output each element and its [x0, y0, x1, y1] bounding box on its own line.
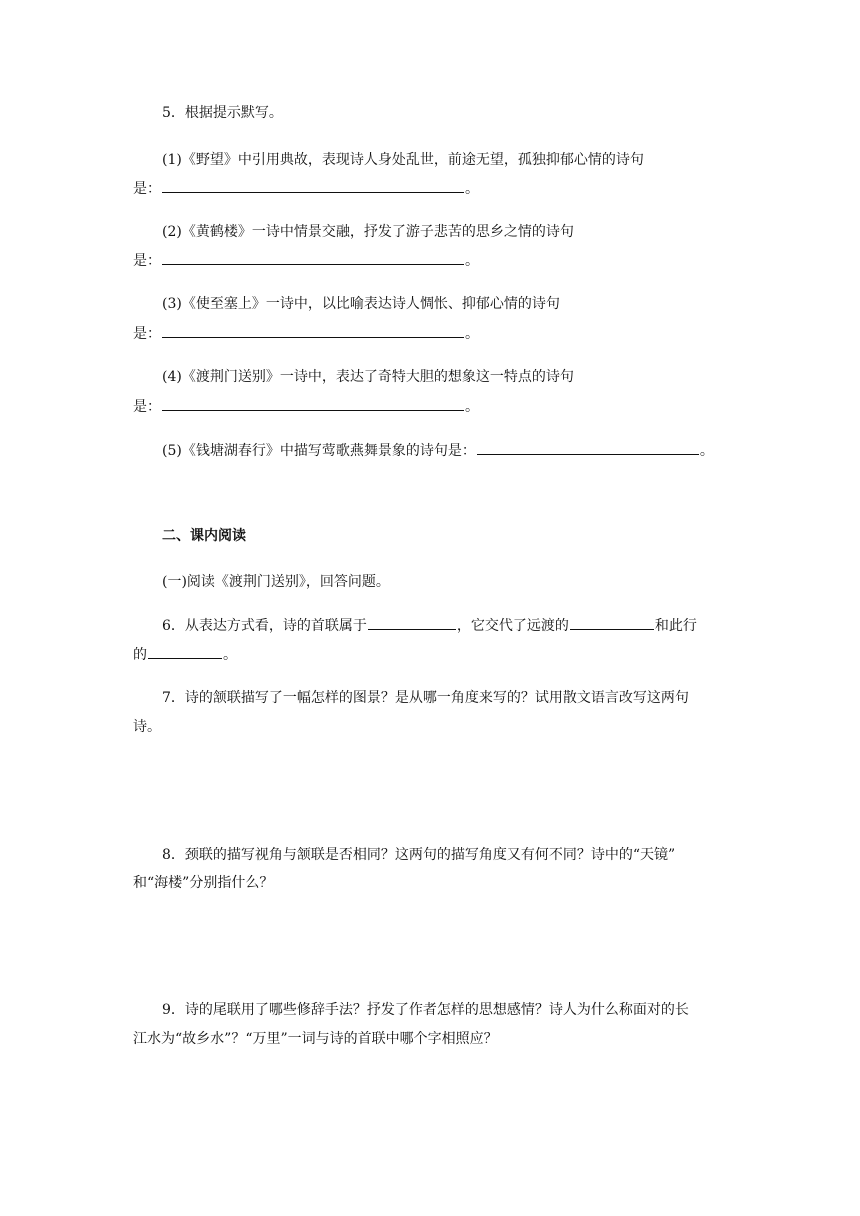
q6-line1	[162, 615, 697, 636]
q5-item3-line1: (3)《使至塞上》一诗中，以比喻表达诗人惆怅、抑郁心情的诗句	[162, 296, 560, 312]
q5-item5-prefix: (5)《钱塘湖春行》中描写莺歌燕舞景象的诗句是：	[162, 443, 476, 459]
q6-text-part2: ，它交代了远渡的	[456, 618, 569, 634]
section-subheading: (一)阅读《渡荆门送别》，回答问题。	[162, 574, 390, 590]
q5-item4-line2	[133, 396, 479, 417]
answer-suffix: 。	[465, 399, 479, 415]
q5-item1-line2	[133, 178, 479, 199]
q5-item3-line2	[133, 323, 479, 344]
q5-item4-line1: (4)《渡荆门送别》一诗中，表达了奇特大胆的想象这一特点的诗句	[162, 369, 574, 385]
q5-item5	[162, 440, 714, 461]
answer-blank[interactable]	[162, 323, 464, 338]
answer-prefix: 是：	[133, 181, 161, 197]
answer-blank[interactable]	[570, 615, 654, 630]
q7-line1: 7．诗的颔联描写了一幅怎样的图景？是从哪一角度来写的？试用散文语言改写这两句	[162, 690, 689, 706]
answer-suffix: 。	[465, 253, 479, 269]
answer-suffix: 。	[223, 647, 237, 663]
answer-blank[interactable]	[148, 644, 222, 659]
q9-line1: 9．诗的尾联用了哪些修辞手法？抒发了作者怎样的思想感情？诗人为什么称面对的长	[162, 1002, 689, 1018]
q5-item2-line1: (2)《黄鹤楼》一诗中情景交融，抒发了游子悲苦的思乡之情的诗句	[162, 224, 574, 240]
answer-suffix: 。	[699, 443, 714, 459]
section-heading: 二、课内阅读	[162, 528, 246, 544]
answer-blank[interactable]	[162, 396, 464, 411]
answer-prefix: 的	[133, 647, 147, 663]
answer-blank[interactable]	[162, 250, 464, 265]
answer-blank[interactable]	[162, 178, 464, 193]
answer-suffix: 。	[465, 326, 479, 342]
q8-line1: 8．颈联的描写视角与颔联是否相同？这两句的描写角度又有何不同？诗中的“天镜”	[162, 847, 676, 863]
q6-text-part1: 6．从表达方式看，诗的首联属于	[162, 618, 367, 634]
answer-blank[interactable]	[368, 615, 456, 630]
answer-blank[interactable]	[477, 440, 699, 455]
q7-line2: 诗。	[133, 719, 161, 735]
q6-line2	[133, 644, 237, 665]
q5-title: 5．根据提示默写。	[162, 105, 283, 121]
q5-item2-line2	[133, 250, 479, 271]
q8-line2: 和“海楼”分别指什么？	[133, 875, 274, 891]
q9-line2: 江水为“故乡水”？“万里”一词与诗的首联中哪个字相照应？	[133, 1031, 498, 1047]
q6-text-part3: 和此行	[654, 618, 697, 634]
q5-item1-line1: (1)《野望》中引用典故，表现诗人身处乱世，前途无望，孤独抑郁心情的诗句	[162, 152, 644, 168]
answer-prefix: 是：	[133, 399, 161, 415]
answer-prefix: 是：	[133, 326, 161, 342]
answer-suffix: 。	[465, 181, 479, 197]
answer-prefix: 是：	[133, 253, 161, 269]
